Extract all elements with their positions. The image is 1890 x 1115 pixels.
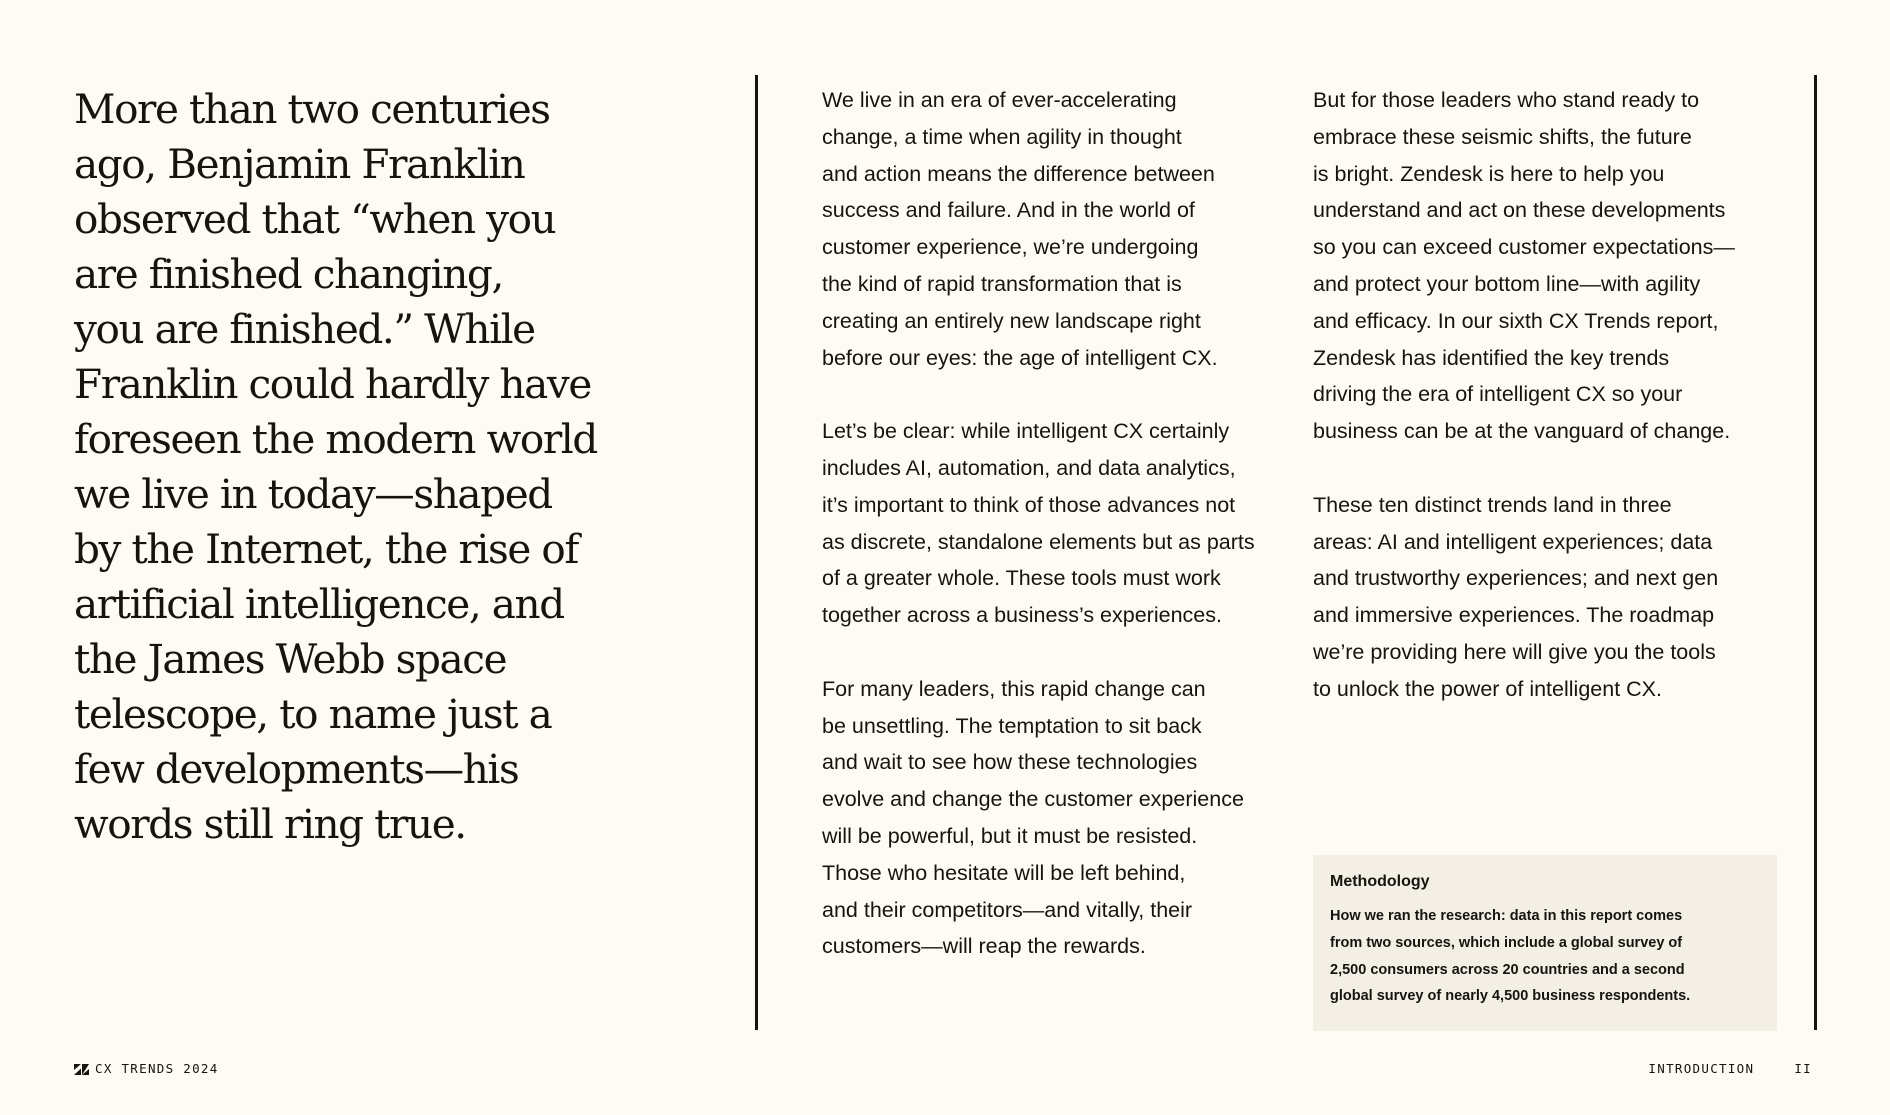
lead-line: we live in today—shaped bbox=[74, 470, 552, 518]
body-paragraph bbox=[1313, 82, 1788, 450]
body-line: together across a business’s experiences. bbox=[822, 603, 1222, 628]
body-line: and protect your bottom line—with agility bbox=[1313, 271, 1701, 296]
body-line: Let’s be clear: while intelligent CX certainly bbox=[822, 419, 1230, 444]
body-line: evolve and change the customer experience bbox=[822, 787, 1244, 812]
lead-line: telescope, to name just a bbox=[74, 690, 552, 738]
body-line: of a greater whole. These tools must work bbox=[822, 566, 1221, 591]
methodology-line: from two sources, which include a global survey of bbox=[1330, 934, 1683, 951]
body-line: and wait to see how these technologies bbox=[822, 750, 1198, 775]
body-paragraph bbox=[822, 671, 1292, 965]
body-line: is bright. Zendesk is here to help you bbox=[1313, 161, 1665, 186]
body-line: before our eyes: the age of intelligent CX. bbox=[822, 345, 1218, 370]
lead-line: ago, Benjamin Franklin bbox=[74, 140, 525, 188]
body-line: But for those leaders who stand ready to bbox=[1313, 88, 1700, 112]
methodology-line: global survey of nearly 4,500 business respondents. bbox=[1330, 988, 1691, 1005]
lead-line: you are finished.” While bbox=[74, 305, 535, 353]
body-column-1 bbox=[822, 82, 1292, 1002]
body-line: success and failure. And in the world of bbox=[822, 198, 1195, 223]
body-line: embrace these seismic shifts, the future bbox=[1313, 124, 1692, 149]
body-line: to unlock the power of intelligent CX. bbox=[1313, 676, 1662, 701]
body-line: and efficacy. In our sixth CX Trends report, bbox=[1313, 308, 1719, 333]
body-line: and trustworthy experiences; and next gen bbox=[1313, 566, 1719, 591]
body-column-2 bbox=[1313, 82, 1788, 744]
footer-brand-label: CX TRENDS 2024 bbox=[95, 1061, 219, 1076]
body-line: we’re providing here will give you the tools bbox=[1313, 639, 1716, 664]
page-number: II bbox=[1794, 1061, 1812, 1076]
body-line: and action means the difference between bbox=[822, 161, 1215, 186]
lead-line: words still ring true. bbox=[74, 800, 466, 848]
body-line: and their competitors—and vitally, their bbox=[822, 897, 1193, 922]
methodology-box bbox=[1313, 855, 1777, 1031]
lead-line: foreseen the modern world bbox=[74, 415, 597, 463]
body-line: includes AI, automation, and data analytics, bbox=[822, 455, 1236, 480]
lead-line: observed that “when you bbox=[74, 195, 556, 243]
body-line: be unsettling. The temptation to sit back bbox=[822, 713, 1202, 738]
lead-line: by the Internet, the rise of bbox=[74, 525, 578, 573]
footer-brand bbox=[74, 1059, 219, 1079]
body-line: customers—will reap the rewards. bbox=[822, 934, 1146, 959]
body-line: as discrete, standalone elements but as parts bbox=[822, 529, 1255, 554]
body-paragraph bbox=[1313, 487, 1788, 708]
body-line: These ten distinct trends land in three bbox=[1313, 492, 1672, 517]
methodology-title: Methodology bbox=[1330, 873, 1430, 890]
body-line: it’s important to think of those advances not bbox=[822, 492, 1236, 517]
body-line: change, a time when agility in thought bbox=[822, 124, 1182, 149]
body-line: will be powerful, but it must be resisted. bbox=[822, 823, 1198, 848]
body-line: Zendesk has identified the key trends bbox=[1313, 345, 1670, 370]
body-line: business can be at the vanguard of change. bbox=[1313, 419, 1731, 444]
footer-section-label: INTRODUCTION bbox=[1648, 1061, 1755, 1076]
lead-line: artificial intelligence, and bbox=[74, 580, 564, 628]
body-line: driving the era of intelligent CX so your bbox=[1313, 382, 1683, 407]
body-line: For many leaders, this rapid change can bbox=[822, 676, 1206, 701]
lead-line: few developments—his bbox=[74, 745, 519, 793]
body-paragraph bbox=[822, 82, 1292, 376]
body-line: the kind of rapid transformation that is bbox=[822, 271, 1182, 296]
lead-quote bbox=[74, 82, 634, 852]
lead-line: the James Webb space bbox=[74, 635, 507, 683]
methodology-text bbox=[1330, 903, 1760, 1010]
body-line: areas: AI and intelligent experiences; data bbox=[1313, 529, 1713, 554]
body-paragraph bbox=[822, 413, 1292, 634]
body-line: understand and act on these developments bbox=[1313, 198, 1726, 223]
left-divider bbox=[755, 75, 758, 1030]
body-line: and immersive experiences. The roadmap bbox=[1313, 603, 1715, 628]
body-line: creating an entirely new landscape right bbox=[822, 308, 1201, 333]
lead-line: More than two centuries bbox=[74, 85, 550, 133]
zendesk-logo-icon bbox=[74, 1064, 89, 1075]
body-line: We live in an era of ever-accelerating bbox=[822, 88, 1177, 112]
footer-section bbox=[1648, 1059, 1812, 1079]
lead-line: are finished changing, bbox=[74, 250, 503, 298]
lead-line: Franklin could hardly have bbox=[74, 360, 591, 408]
body-line: customer experience, we’re undergoing bbox=[822, 235, 1199, 260]
body-line: so you can exceed customer expectations— bbox=[1313, 235, 1735, 260]
methodology-line: 2,500 consumers across 20 countries and a second bbox=[1330, 961, 1685, 978]
body-line: Those who hesitate will be left behind, bbox=[822, 860, 1186, 885]
methodology-line: How we ran the research: data in this report comes bbox=[1330, 908, 1683, 924]
right-divider bbox=[1814, 75, 1817, 1030]
